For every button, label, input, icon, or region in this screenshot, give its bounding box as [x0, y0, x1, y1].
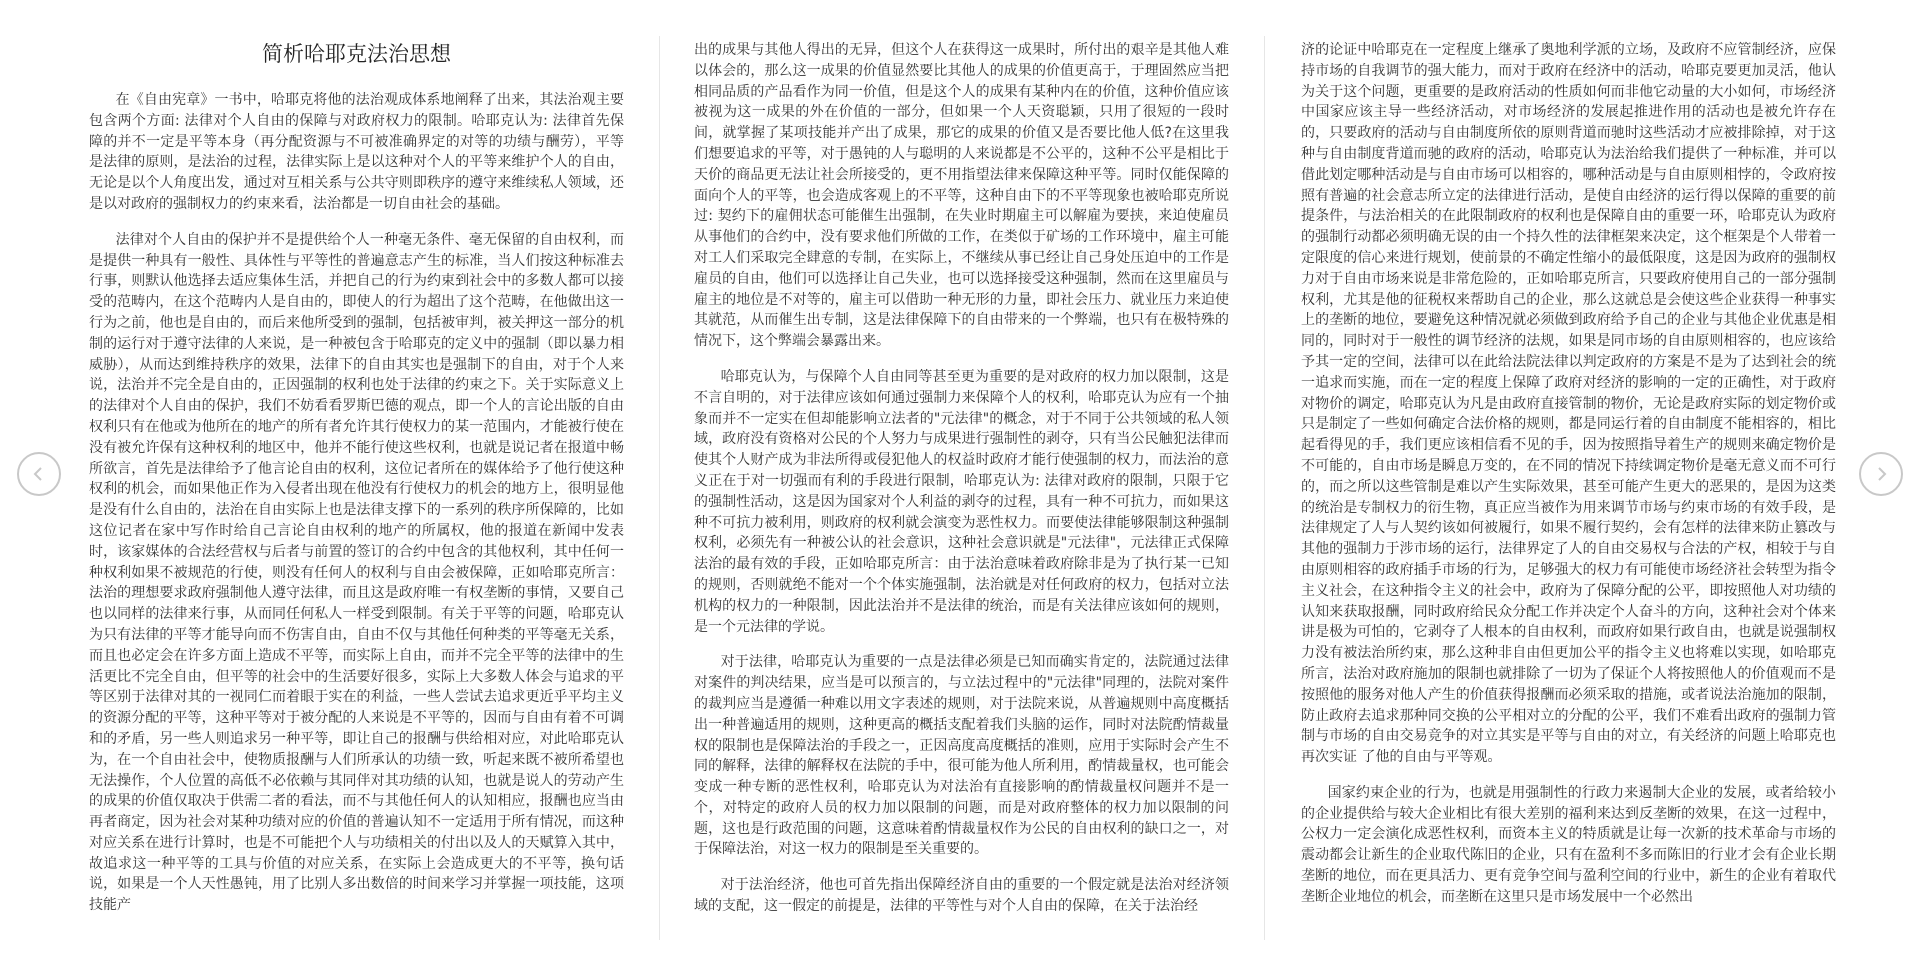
page-column-1	[89, 40, 624, 940]
paragraph: 哈耶克认为，与保障个人自由同等甚至更为重要的是对政府的权力加以限制，这是不言自明的，对于法律应该如何通过强制力来保障个人的权利，哈耶克认为应有一个抽象而并不一定实在但却能影响立法者的"元法律"的概念，对于不同于公共领域的私人领域，政府没有资格对公民的个人努力与成果进行强制性的剥夺，只有当公民触犯法律而使其个人财产成为非法所得或侵犯他人的权益时政府才能行使强制的权力，而法治的意义正在于对一切强而有利的手段进行限制，哈耶克认为: 法律对政府的限制，只限于它的强制性活动，这是因为国家对个人利益的剥夺的过程，具有一种不可抗力，而如果这种不可抗力被利用，则政府的权利就会演变为恶性权力。而要使法律能够限制这种强制权利，必须先有一种被公认的社会意识，这种社会意识就是"元法律"，元法律正式保障法治的最有效的手段，正如哈耶克所言：由于法治意味着政府除非是为了执行某一已知的规则，否则就绝不能对一个个体实施强制，法治就是对任何政府的权力，包括对立法机构的权力的一种限制，因此法治并不是法律的统治，而是有关法律应该如何的规则，是一个元法律的学说。	[694, 368, 1229, 635]
paragraph: 对于法律，哈耶克认为重要的一点是法律必须是已知而确实肯定的，法院通过法律对案件的判决结果，应当是可以预言的，与立法过程中的"元法律"同理的，法院对案件的裁判应当是遵循一种难以用文字表述的规则，对于法院来说，从普遍规则中高度概括出一种普遍适用的规则，这种更高的概括支配着我们头脑的运作，同时对法院酌情裁量权的限制也是保障法治的手段之一，正因高度高度概括的准则，应用于实际时会产生不同的解释，法律的解释权在法院的手中，很可能为他人所利用，酌情裁量权，也可能会变成一种专断的恶性权利，哈耶克认为对法治有直接影响的酌情裁量权问题并不是一个，对特定的政府人员的权力加以限制的问题，而是对政府整体的权力加以限制的问题，这也是行政范围的问题，这意味着酌情裁量权作为公民的自由权利的缺口之一，对于保障法治，对这一权力的限制是至关重要的。	[694, 654, 1229, 858]
paragraph: 在《自由宪章》一书中，哈耶克将他的法治观成体系地阐释了出来，其法治观主要包含两个方面: 法律对个人自由的保障与对政府权力的限制。哈耶克认为: 法律首先保障的并不一定是平等本身（再分配资源与不可被准确界定的对等的功绩与酬劳），平等是法律的原则，是法治的过程，法律实际上是以这种对个人的平等来维护个人的自由，无论是以个人角度出发，通过对互相关系与公共守则即秩序的遵守来维续私人领域，还是以对政府的强制权力的约束来看，法治都是一切自由社会的基础。	[89, 92, 624, 212]
paragraph: 国家约束企业的行为，也就是用强制性的行政力来遏制大企业的发展，或者给较小的企业提供给与较大企业相比有很大差别的福利来达到反垄断的效果，在这一过程中，公权力一定会演化成恶性权利，而资本主义的特质就是让每一次新的技术革命与市场的震动都会让新生的企业取代陈旧的企业，只有在盈利不多而陈旧的行业才会有企业长期垄断的地位，而在更具活力、更有竞争空间与盈利空间的行业中，新生的企业有着取代垄断企业地位的机会，而垄断在这里只是市场发展中一个必然出	[1301, 784, 1836, 905]
page-column-2	[694, 40, 1229, 940]
paragraph: 出的成果与其他人得出的无异，但这个人在获得这一成果时，所付出的艰辛是其他人难以体会的，那么这一成果的价值显然要比其他人的成果的价值更高于，于理固然应当把相同品质的产品看作为同一价值，但是这个人的成果有某种内在的价值，这种价值应该被视为这一成果的外在价值的一部分，但如果一个人天资聪颖，只用了很短的一段时间，就掌握了某项技能并产出了成果，那它的成果的价值又是否要比他人低?在这里我们想要追求的平等，对于愚钝的人与聪明的人来说都是不公平的，这种不公平是相比于天价的商品更无法让社会所接受的，更不用指望法律来保障这种平等。同时仅能保障的面向个人的平等，也会造成客观上的不平等，这种自由下的不平等现象也被哈耶克所说过: 契约下的雇佣状态可能催生出强制，在失业时期雇主可以解雇为要挟，来迫使雇员从事他们的合约中，没有要求他们所做的工作，在类似于矿场的工作环境中，雇主可能对工人们采取完全肆意的专制，在实际上，不继续从事已经让自己身处压迫中的工作是雇员的自由，他们可以选择让自己失业，也可以选择接受这种强制，然而在这里雇员与雇主的地位是不对等的，雇主可以借助一种无形的力量，即社会压力、就业压力来迫使其就范，从而催生出专制，这是法律保障下的自由带来的一个弊端，也只有在极特殊的情况下，这个弊端会暴露出来。	[694, 42, 1229, 350]
previous-page-button[interactable]	[17, 452, 61, 496]
page-column-3	[1301, 40, 1836, 940]
paragraph: 济的论证中哈耶克在一定程度上继承了奥地利学派的立场，及政府不应管制经济，应保持市场的自我调节的强大能力，而对于政府在经济中的活动，哈耶克要更加灵活，他认为关于这个问题，更重要的是政府活动的性质如何而非他它动量的大小如何，市场经济中国家应该主导一些经济活动，对市场经济的发展起推进作用的活动也是被允许存在的，只要政府的活动与自由制度所依的原则背道而驰时这些活动才应被排除掉，对于这种与自由制度背道而驰的政府的活动，哈耶克认为法治给我们提供了一种标准，并可以借此划定哪种活动是与自由市场可以相容的，哪种活动是与自由原则相悖的，令政府按照有普遍的社会意志所立定的法律进行活动，是使自由经济的运行得以保障的重要的前提条件，与法治相关的在此限制政府的权利也是保障自由的重要一环，哈耶克认为政府的强制行动都必须明确无误的由一个持久性的法律框架来决定，这个框架是个人带着一定限度的信心来进行规划，使前景的不确定性缩小的最低限度，这是因为政府的强制权力对于自由市场来说是非常危险的，正如哈耶克所言，只要政府使用自己的一部分强制权利，尤其是他的征税权来帮助自己的企业，那么这就总是会使这些企业获得一种事实上的垄断的地位，要避免这种情况就必须做到政府给予自己的企业与其他企业优惠是相同的，同时对于一般性的调节经济的法规，如果是同市场的自由原则相容的，也应该给予其一定的空间，法律可以在此给法院法律以判定政府的方案是不是为了达到社会的统一追求而实施，而在一定的程度上保障了政府对经济的影响的一定的正确性，对于政府对物价的调定，哈耶克认为凡是由政府直接管制的物价，无论是政府实际的划定物价或只是制定了一些如何确定合法价格的规则，都是同运行着的自由制度不能相容的，相比起看得见的手，我们更应该相信看不见的手，因为按照指导着生产的规则来确定物价是不可能的，自由市场是瞬息万变的，在不同的情况下持续调定物价是毫无意义而不可行的，而之所以这些管制是难以产生实际效果，甚至可能产生更大的恶果的，是因为这类的统治是专制权力的衍生物，真正应当被作为用来调节市场与约束市场的有效手段，是法律规定了人与人契约该如何被履行，如果不履行契约，会有怎样的法律来防止篡改与其他的强制力于涉市场的运行，法律界定了人的自由交易权与合法的产权，相较于与自由原则相容的政府插手市场的行为，足够强大的权力有可能使市场经济社会转型为指令主义社会，在这种指令主义的社会中，政府为了保障分配的公平，即按照他人对功绩的认知来获取报酬，同时政府给民众分配工作并决定个人奋斗的方向，这种社会对个体来讲是极为可怕的，它剥夺了人根本的自由权利，而政府如果行政自由，也就是说强制权力没有被法治所约束，那么这种非自由但更加公平的指令主义也将难以实现，如哈耶克所言，法治对政府施加的限制也就排除了一切为了保证个人将按照他人的价值观而不是按照他的服务对他人产生的价值获得报酬而必须采取的措施，或者说法治施加的限制，防止政府去追求那种同交换的公平相对立的分配的公平，我们不难看出政府的强制力管制与市场的自由交易竞争的对立其实是平等与自由的对立，有关经济的问题上哈耶克也再次实证 了他的自由与平等观。	[1301, 42, 1836, 766]
chevron-right-icon	[1872, 465, 1890, 483]
paragraph: 对于法治经济，他也可首先指出保障经济自由的重要的一个假定就是法治对经济领域的支配，这一假定的前提是，法律的平等性与对个人自由的保障，在关于法治经	[694, 877, 1229, 915]
chevron-left-icon	[30, 465, 48, 483]
document-title: 简析哈耶克法治思想	[262, 42, 451, 66]
column-divider	[1264, 36, 1265, 940]
column-divider	[659, 36, 660, 940]
next-page-button[interactable]	[1859, 452, 1903, 496]
paragraph: 法律对个人自由的保护并不是提供给个人一种毫无条件、毫无保留的自由权利，而是提供一种具有一般性、具体性与平等性的普遍意志产生的标准，当人们按这种标准去行事，则默认他选择去适应集体生活，并把自己的行为约束到社会中的多数人都可以接受的范畴内，在这个范畴内人是自由的，即使人的行为超出了这个范畴，在他做出这一行为之前，他也是自由的，而后来他所受到的强制，包括被审判，被关押这一部分的机制的运行对于遵守法律的人来说，是一种被包含于哈耶克的定义中的强制（即以暴力相威胁），从而达到维持秩序的效果，法律下的自由其实也是强制下的自由，对于个人来说，法治并不完全是自由的，正因强制的权利也处于法律的约束之下。关于实际意义上的法律对个人自由的保护，我们不妨看看罗斯巴德的观点，即一个人的言论出版的自由权利只有在他或为他所在的地产的所有者允许其行使权力的某一范围内，才能被行使在没有被允许保有这种权利的地区中，他并不能行使这些权利，也就是说记者在报道中畅所欲言，首先是法律给予了他言论自由的权利，这位记者所在的媒体给予了他行使这种权利的机会，而如果他正作为入侵者出现在他没有行使权力的机会的地方上，很明显他是没有什么自由的，法治在自由实际上也是法律支撑下的一系列的秩序所保障的，比如这位记者在家中写作时给自己言论自由权利的地产的所属权，他的报道在新闻中发表时，该家媒体的合法经营权与后者与前置的签订的合约中包含的其他权利，其中任何一种权利如果不被规范的行使，则没有任何人的权利与自由会被保障，正如哈耶克所言：法治的理想要求政府强制他人遵守法律，而且这是政府唯一有权垄断的事情，又要自己也以同样的法律来行事，从而同任何私人一样受到限制。有关于平等的问题，哈耶克认为只有法律的平等才能导向而不伤害自由，自由不仅与其他任何种类的平等毫无关系，而且也必定会在许多方面上造成不平等，而实际上自由，而并不完全平等的法律中的生活更比不完全自由，但平等的社会中的生活要好很多，实际上大多数人体会与追求的平等区别于法律对其的一视同仁而着眼于实在的利益，一些人尝试去追求更近乎平均主义的资源分配的平等，这种平等对于被分配的人来说是不平等的，因而与自由有着不可调和的矛盾，另一些人则追求另一种平等，即让自己的报酬与供给相对应，对此哈耶克认为，在一个自由社会中，使物质报酬与人们所承认的功绩一致，听起来既不被所希望也无法操作，个人位置的高低不必依赖与其同伴对其功绩的认知，也就是说人的劳动产生的成果的价值仅取决于供需二者的看法，而不与其他任何人的认知相应，报酬也应当由再者商定，因为社会对某种功绩对应的价值的普遍认知不一定适用于所有情况，而这种对应关系在进行计算时，也是不可能把个人与功绩相关的付出以及人的天赋算入其中，故追求这一种平等的工具与价值的对应关系，在实际上会造成更大的不平等，换句话说，如果是一个人天性愚钝，用了比别人多出数倍的时间来学习并掌握一项技能，这项技能产	[89, 231, 624, 914]
